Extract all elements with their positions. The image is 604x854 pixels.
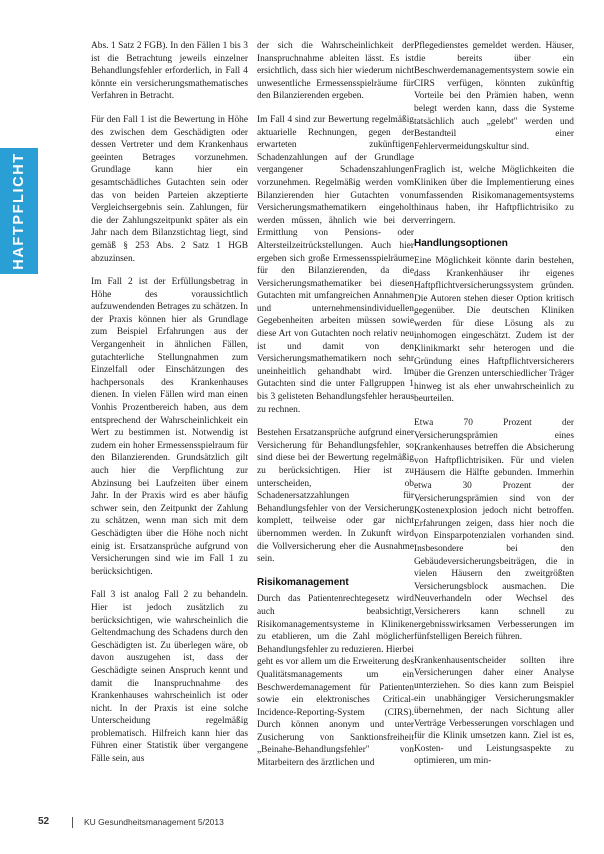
paragraph: Im Fall 4 sind zur Bewertung regelmäßig aktuarielle Rechnungen, gegen der erwarteten zukünftigen Schadenzahlungen auf der Grundlage vergangener Schadenszahlungen vorzunehmen. Regelmäßig werden vom Bilanzierenden hier Gutachten von Versicherungsmathematikern eingeholt werden müssen, ähnlich wie bei der Ermittlung von Pensions- oder Altersteilzeitrückstellungen. Auch hier ergeben sich große Ermessensspielräume für den Bilanzierenden, da die Versicherungsmathematiker bei diesen Gutachten mit umfangreichen Annahmen und unternehmensindividuellen Gegebenheiten arbeiten müssen sowie diese Art von Gutachten noch relativ neu ist und damit von den Versicherungsmathematikern noch sehr uneinheitlich gehandhabt wird. Im Gutachten sind die unter Fallgruppen 1 bis 3 gelisteten Behandlungsfehler heraus zu rechnen.	[257, 114, 414, 415]
section-tab-label: HAFTPFLICHT	[11, 152, 27, 270]
page-footer	[38, 816, 578, 830]
text-column-2	[257, 40, 414, 770]
paragraph: Für den Fall 1 ist die Bewertung in Höhe des zwischen dem Geschädigten oder dessen Vertreter und dem Krankenhaus geeinten Betrages vorzunehmen. Grundlage kann hier ein gesamtschädliches Gutachten sein oder das von beiden Parteien akzeptierte Vergleichsergebnis sein. Zahlungen, für die der Zahlungszeitpunkt später als ein Jahr nach dem Bilanzstichtag liegt, sind gemäß § 253 Abs. 2 Satz 1 HGB abzuzinsen.	[91, 114, 248, 264]
paragraph: Fraglich ist, welche Möglichkeiten die Kliniken über die Implementierung eines umfassenden Risikomanagementsystems hinaus haben, ihr Haftpflichtrisiko zu verringern.	[414, 165, 574, 226]
paragraph: Eine Möglichkeit könnte darin bestehen, dass Krankenhäuser ihr eigenes Haftpflichtversicherungssystem gründen. Die Autoren stehen dieser Option kritisch gegenüber. Die deutschen Kliniken werden für diese Lösung als zu inhomogen eingeschätzt. Zudem ist der Klinikmarkt sehr heterogen und die Gründung eines Haftpflichtversicherers über die Grenzen unterschiedlicher Träger hinweg ist als eher unwahrscheinlich zu beurteilen.	[414, 255, 574, 405]
footer-divider	[72, 817, 73, 828]
page-number: 52	[38, 816, 50, 827]
text-column-1	[91, 40, 248, 766]
paragraph: Im Fall 2 ist der Erfüllungsbetrag in Höhe des voraussichtlich aufzuwendenden Betrages zu schätzen. In der Praxis können hier als Grundlage zum Beispiel Erfahrungen aus der Vergangenheit in ähnlichen Fällen, gutachterliche Stellungnahmen zum Einzelfall oder Einschätzungen des hachpersonals des Krankenhauses dienen. In vielen Fällen wird man einen Vonhis Prozentbereich haben, aus dem entsprechend der Wahrscheinlichkeit ein Wert zu bestimmen ist. Notwendig ist zudem ein hoher Ermessensspielraum für den Bilanzierenden. Grundsätzlich gilt auch hier die Verpflichtung zur Abzinsung bei Laufzeiten über einem Jahr. In der Praxis wird es aber häufig schwer sein, den Zeitpunkt der Zahlung zu schätzen, wenn man sich mit dem Geschädigten über die Höhe noch nicht einig ist. Ersatzansprüche aufgrund von Versicherungen sind wie im Fall 1 zu berücksichtigen.	[91, 277, 248, 577]
paragraph: Abs. 1 Satz 2 FGB). In den Fällen 1 bis 3 ist die Betrachtung jeweils einzelner Behandlungsfehler erforderlich, in Fall 4 könnte ein versicherungsmathematisches Verfahren in Betracht.	[91, 41, 248, 102]
paragraph: Fall 3 ist analog Fall 2 zu behandeln. Hier ist jedoch zusätzlich zu berücksichtigen, wie wahrscheinlich die Geltendmachung des Schadens durch den Geschädigten ist. Zu überlegen wäre, ob davon auszugehen ist, dass der Geschädigte seinen Anspruch kennt und damit die Inanspruchnahme des Krankenhauses wahrscheinlich ist oder nicht. In der Praxis ist eine solche Unterscheidung regelmäßig problematisch. Hilfreich kann hier das Führen einer Statistik über vergangene Fälle sein, aus	[91, 590, 248, 765]
section-heading-handlungsoptionen: Handlungsoptionen	[414, 238, 508, 250]
paragraph: Krankenhausentscheider sollten ihre Versicherungen daher einer Analyse unterziehen. So dies kann zum Beispiel ein unabhängiger Versicherungsmakler übernehmen, der nach Sichtung aller Verträge Verbesserungen vorschlagen und für die Klinik umsetzen kann. Ziel ist es, Kosten- und Leistungsaspekte zu optimieren, um min-	[414, 655, 574, 767]
publication-source: KU Gesundheitsmanagement 5/2013	[84, 817, 224, 827]
paragraph: Bestehen Ersatzansprüche aufgrund einer Versicherung für Behandlungsfehler, so sind diese bei der Bewertung regelmäßig zu berücksichtigen. Hier ist zu unterscheiden, ob Schadenersatzzahlungen für Behandlungsfehler von der Versicherung komplett, teilweise oder gar nicht übernommen werden. In Zukunft wird die Vollversicherung eher die Ausnahme sein.	[257, 428, 414, 565]
section-heading-risikomanagement: Risikomanagement	[257, 576, 349, 588]
paragraph: Pflegedienstes gemeldet werden. Häuser, die bereits über ein Beschwerdemanagementsystem sowie ein CIRS verfügen, könnten zukünftig Vorteile bei den Prämien haben, wenn belegt werden kann, dass die Systeme tatsächlich auch „gelebt" werden und Bestandteil einer Fehlervermeidungskultur sind.	[414, 41, 574, 152]
text-column-3	[414, 40, 574, 768]
paragraph: Durch das Patientenrechtegesetz wird auch beabsichtigt, Risikomanagementsysteme in Kliniken zu etablieren, um die Zahl möglicher Behandlungsfehler zu reduzieren. Hierbei geht es vor allem um die Erweiterung des Qualitätsmanagements um ein Beschwerdemanagement für Patienten sowie ein elektronisches Critical-Incidence-Reporting-System (CIRS). Durch können anonym und unter Zusicherung von Sanktionsfreiheit „Beinahe-Behandlungsfehler" von Mitarbeitern des ärztlichen und	[257, 594, 414, 769]
paragraph: der sich die Wahrscheinlichkeit der Inanspruchnahme ableiten lässt. Es ist ersichtlich, dass sich hier wiederum nicht unwesentliche Ermessensspielräume für den Bilanzierenden ergeben.	[257, 41, 414, 102]
paragraph: Etwa 70 Prozent der Versicherungsprämien eines Krankenhauses betreffen die Absicherung von Haftpflichtrisiken. Für und vielen Häusern die Hälfte gebunden. Immerhin etwa 30 Prozent der Versicherungsprämien sind von der Kostenexplosion jedoch nicht betroffen. Erfahrungen zeigen, dass hier noch die von Einsparpotenzialen vorhanden sind. Insbesondere bei den Gebäudeversicherungsbeiträgen, die in vielen Häusern den zweitgrößten Versicherungsblock ausmachen. Die Neuverhandeln oder Wechsel des Versicherers kann schnell zu ergebnisswirksamen Verbesserungen im fünfstelligen Bereich führen.	[414, 418, 574, 643]
section-tab-haftpflicht	[0, 148, 38, 274]
